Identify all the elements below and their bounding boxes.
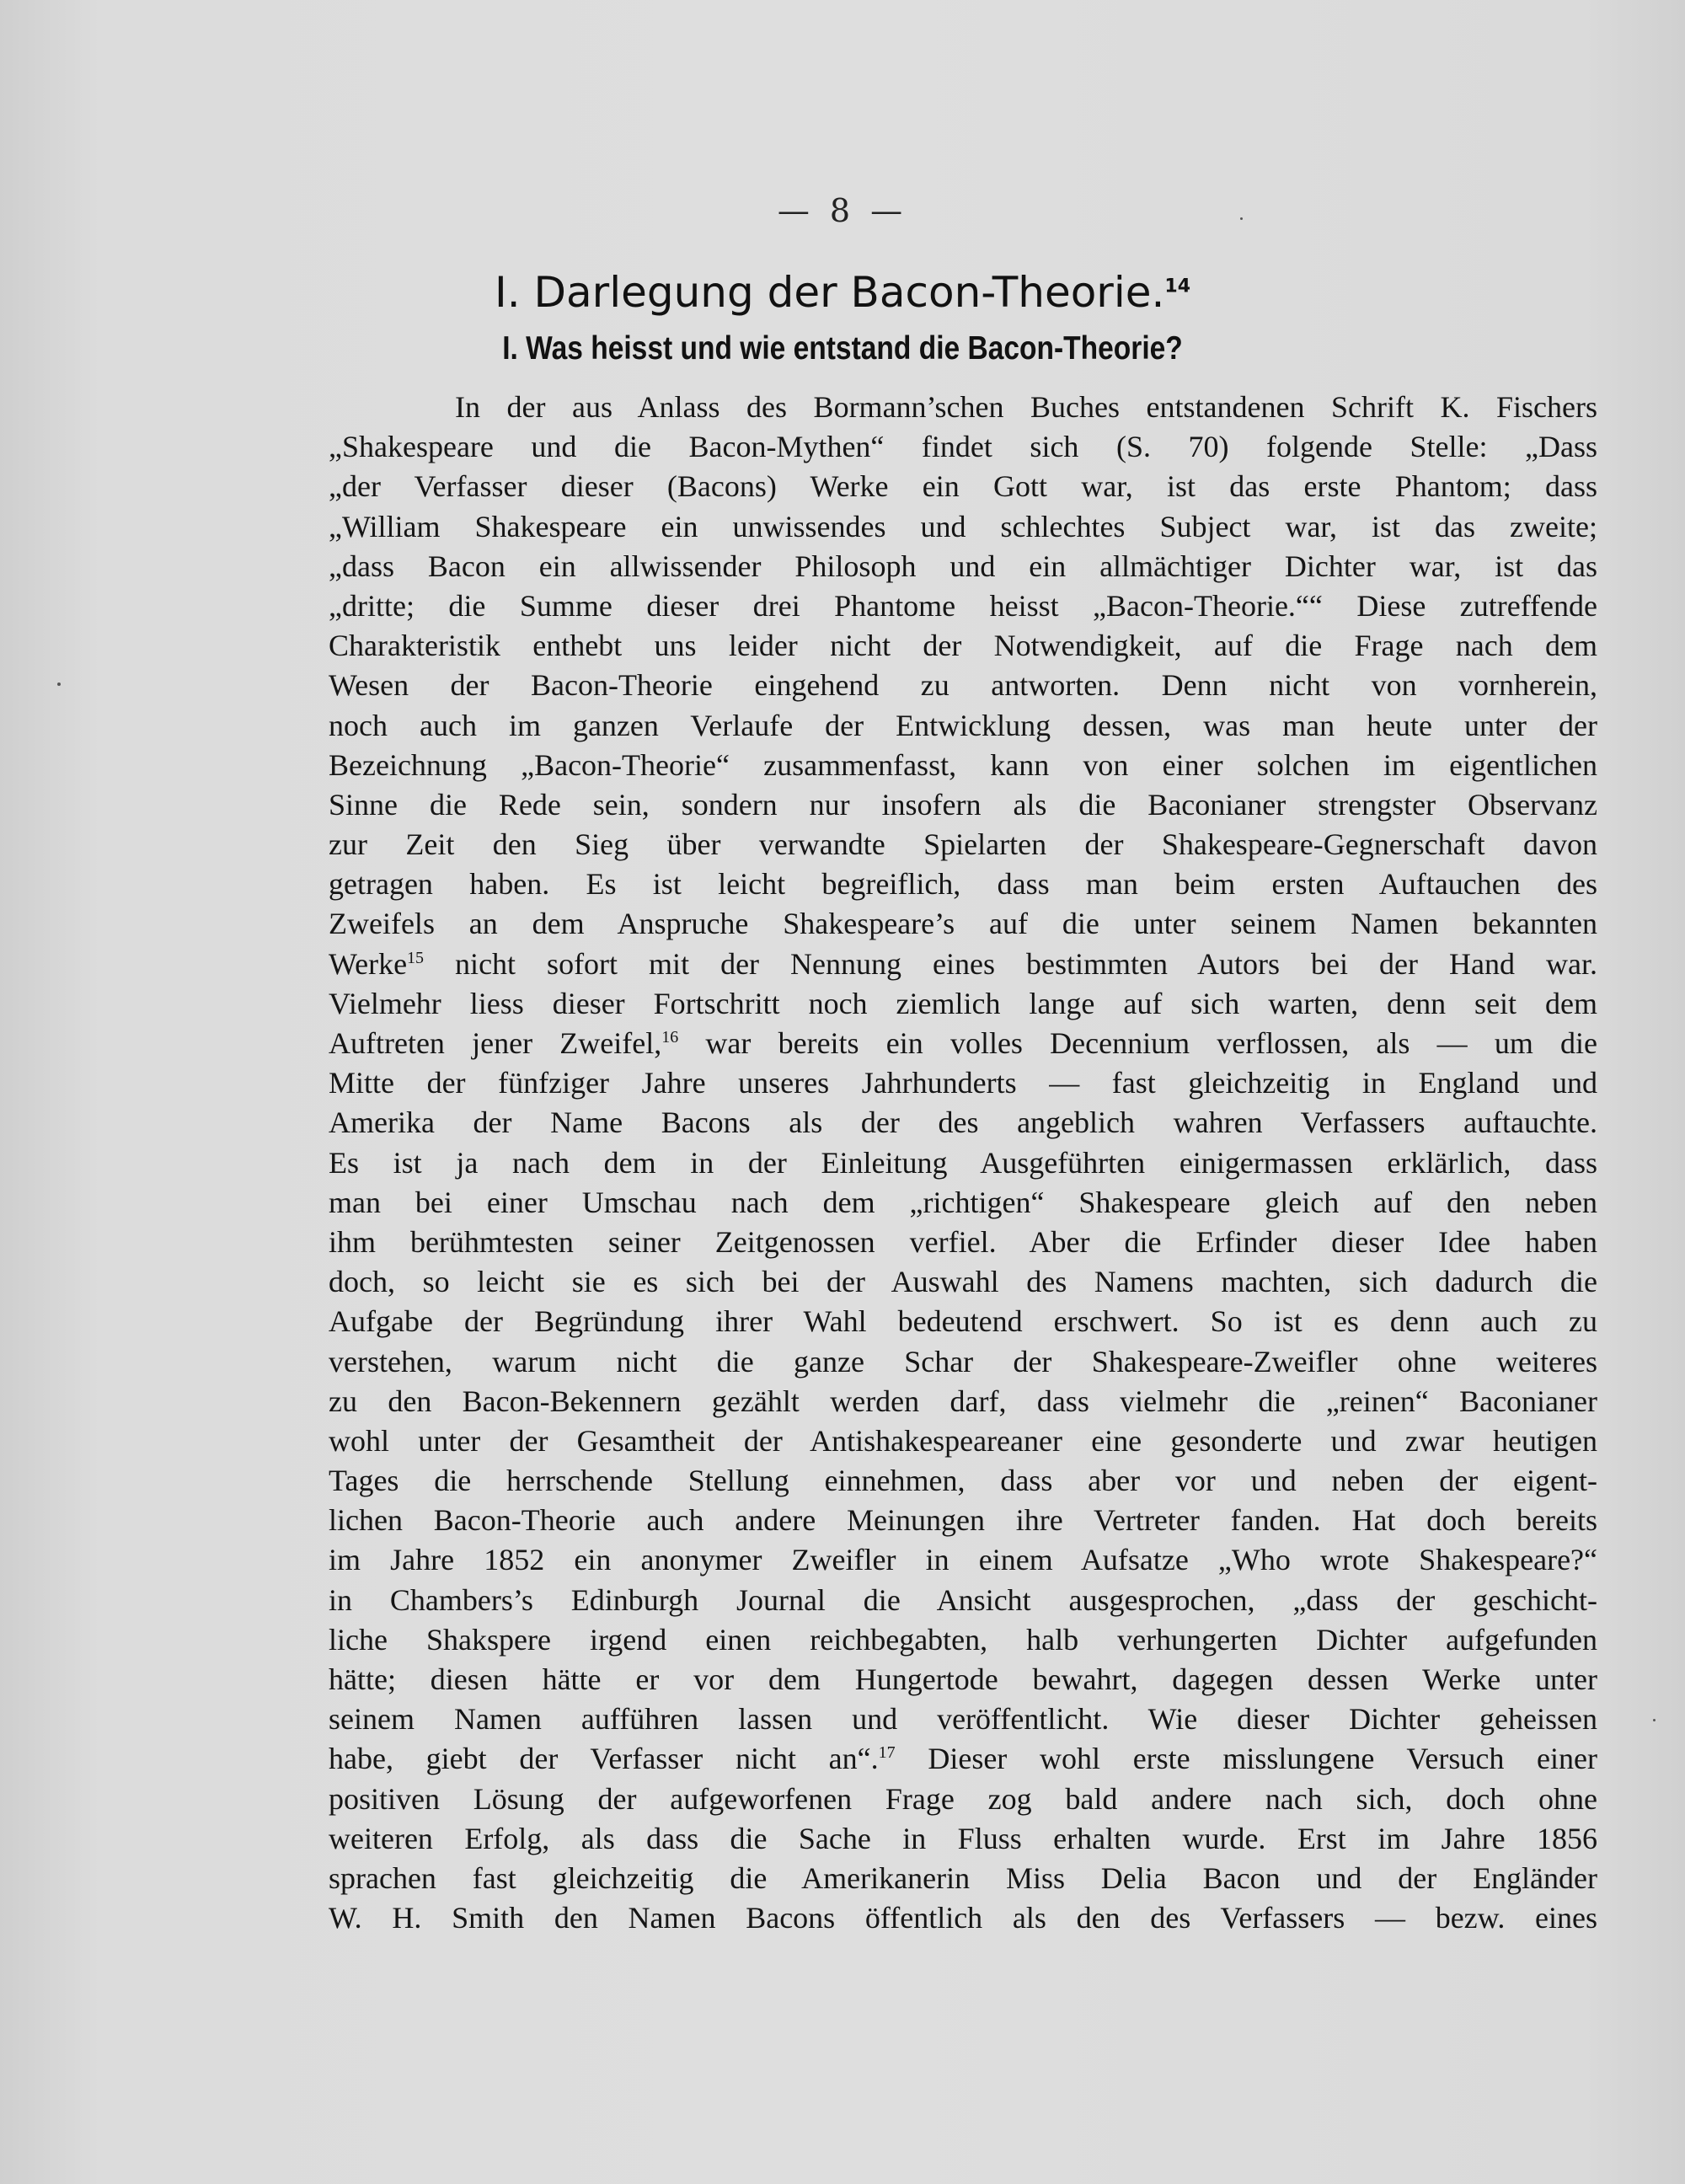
text-line <box>329 467 1597 506</box>
text-line <box>329 388 1597 427</box>
print-speck <box>57 682 61 686</box>
text-line <box>329 1461 1597 1501</box>
text-line <box>329 706 1597 746</box>
chapter-title-text: I. Darlegung der Bacon-Theorie. <box>494 268 1165 317</box>
text-line-continuation: Dieser wohl erste misslungene Versuch einer <box>895 1742 1598 1776</box>
text-line-content: ihm berühmtesten seiner Zeitgenossen verfiel. Aber die Erfinder dieser Idee haben <box>329 1224 1597 1259</box>
text-line-content: lichen Bacon-Theorie auch andere Meinungen ihre Vertreter fanden. Hat doch bereits <box>329 1503 1597 1538</box>
text-line-content: „dritte; die Summe dieser drei Phantome heisst „Bacon-Theorie.““ Diese zutreffende <box>329 588 1597 623</box>
text-line <box>329 825 1597 864</box>
text-line-content: „Shakespeare und die Bacon-Mythen“ findet sich (S. 70) folgende Stelle: „Dass <box>329 430 1597 464</box>
text-line <box>329 1581 1597 1620</box>
text-line <box>329 1103 1597 1143</box>
text-line <box>329 1780 1597 1819</box>
text-line <box>329 1342 1597 1382</box>
text-line-content: weiteren Erfolg, als dass die Sache in Fluss erhalten wurde. Erst im Jahre 1856 <box>329 1821 1597 1855</box>
body-paragraph <box>329 388 1597 1938</box>
text-line <box>329 507 1597 547</box>
text-line-content: im Jahre 1852 ein anonymer Zweifler in einem Aufsatze „Who wrote Shakespeare?“ <box>329 1543 1597 1577</box>
text-line <box>329 1024 1597 1063</box>
text-line <box>329 1898 1597 1938</box>
text-line <box>329 984 1597 1024</box>
page-number: — 8 — <box>777 192 908 229</box>
text-line-content: Mitte der fünfziger Jahre unseres Jahrhunderts — fast gleichzeitig in England und <box>329 1066 1597 1100</box>
text-line <box>329 547 1597 586</box>
text-line <box>329 1739 1597 1779</box>
text-line <box>329 945 1597 984</box>
text-line-content: Wesen der Bacon-Theorie eingehend zu antworten. Denn nicht von vornherein, <box>329 668 1597 703</box>
text-line <box>329 864 1597 904</box>
text-line-content: in Chambers’s Edinburgh Journal die Ansicht ausgesprochen, „dass der geschicht- <box>329 1582 1597 1617</box>
text-line <box>329 427 1597 467</box>
text-line <box>329 1382 1597 1421</box>
text-line-content: Amerika der Name Bacons als der des angeblich wahren Verfassers auftauchte. <box>329 1105 1597 1140</box>
text-line-content: Werke <box>329 946 408 981</box>
text-line <box>329 1262 1597 1302</box>
text-line-content: getragen haben. Es ist leicht begreiflich, dass man beim ersten Auftauchen des <box>329 867 1597 902</box>
text-line <box>329 1859 1597 1898</box>
chapter-title <box>0 268 1685 317</box>
text-line-content: „William Shakespeare ein unwissendes und schlechtes Subject war, ist das zweite; <box>329 509 1597 543</box>
chapter-footnote-marker: 14 <box>1164 276 1191 297</box>
text-line <box>329 1620 1597 1660</box>
footnote-marker: 16 <box>661 1028 679 1046</box>
text-line-continuation: war bereits ein volles Decennium verflossen, als — um die <box>678 1026 1598 1060</box>
text-line <box>329 1143 1597 1183</box>
text-line-content: habe, giebt der Verfasser nicht an“. <box>329 1742 879 1776</box>
text-line-content: Zweifels an dem Anspruche Shakespeare’s auf die unter seinem Namen bekannten <box>329 907 1597 941</box>
text-line <box>329 1302 1597 1341</box>
print-speck <box>1240 217 1243 220</box>
text-line-content: hätte; diesen hätte er vor dem Hungertode bewahrt, dagegen dessen Werke unter <box>329 1662 1597 1696</box>
text-line <box>329 1501 1597 1540</box>
text-line-continuation: nicht sofort mit der Nennung eines bestimmten Autors bei der Hand war. <box>424 946 1597 981</box>
text-line <box>329 1660 1597 1700</box>
text-line-content: Sinne die Rede sein, sondern nur insofern als die Baconianer strengster Observanz <box>329 787 1597 822</box>
text-line <box>329 586 1597 626</box>
text-line <box>329 1063 1597 1103</box>
section-title: I. Was heisst und wie entstand die Bacon-Theorie? <box>502 330 1183 367</box>
text-line <box>329 785 1597 825</box>
text-line-content: In der aus Anlass des Bormann’schen Buches entstandenen Schrift K. Fischers <box>455 390 1597 424</box>
footnote-marker: 17 <box>878 1743 896 1763</box>
text-line-content: Auftreten jener Zweifel, <box>329 1026 662 1060</box>
text-line <box>329 1819 1597 1859</box>
text-line-content: zur Zeit den Sieg über verwandte Spielarten der Shakespeare-Gegnerschaft davon <box>329 827 1597 862</box>
text-line <box>329 1421 1597 1461</box>
text-line-content: Bezeichnung „Bacon-Theorie“ zusammenfasst, kann von einer solchen im eigentlichen <box>329 747 1597 782</box>
text-line-content: Charakteristik enthebt uns leider nicht der Notwendigkeit, auf die Frage nach dem <box>329 629 1597 663</box>
text-line <box>329 1223 1597 1262</box>
text-line-content: sprachen fast gleichzeitig die Amerikanerin Miss Delia Bacon und der Engländer <box>329 1860 1597 1895</box>
text-line <box>329 904 1597 944</box>
text-line-content: man bei einer Umschau nach dem „richtigen“ Shakespeare gleich auf den neben <box>329 1185 1597 1219</box>
print-speck <box>1653 1719 1656 1721</box>
text-line-content: positiven Lösung der aufgeworfenen Frage zog bald andere nach sich, doch ohne <box>329 1781 1597 1816</box>
text-line-content: noch auch im ganzen Verlaufe der Entwicklung dessen, was man heute unter der <box>329 708 1597 742</box>
text-line-content: Es ist ja nach dem in der Einleitung Ausgeführten einigermassen erklärlich, dass <box>329 1145 1597 1180</box>
text-line <box>329 1540 1597 1580</box>
text-line-content: verstehen, warum nicht die ganze Schar der Shakespeare-Zweifler ohne weiteres <box>329 1344 1597 1378</box>
text-line-content: Aufgabe der Begründung ihrer Wahl bedeutend erschwert. So ist es denn auch zu <box>329 1304 1597 1339</box>
text-line-content: zu den Bacon-Bekennern gezählt werden darf, dass vielmehr die „reinen“ Baconianer <box>329 1384 1597 1418</box>
text-line <box>329 1183 1597 1223</box>
text-line-content: seinem Namen aufführen lassen und veröffentlicht. Wie dieser Dichter geheissen <box>329 1702 1597 1737</box>
text-line-content: „der Verfasser dieser (Bacons) Werke ein Gott war, ist das erste Phantom; dass <box>329 469 1597 504</box>
text-line-content: wohl unter der Gesamtheit der Antishakespeareaner eine gesonderte und zwar heutigen <box>329 1423 1597 1458</box>
text-line <box>329 626 1597 666</box>
text-line-content: „dass Bacon ein allwissender Philosoph und ein allmächtiger Dichter war, ist das <box>329 549 1597 583</box>
text-line <box>329 666 1597 705</box>
text-line-content: doch, so leicht sie es sich bei der Auswahl des Namens machten, sich dadurch die <box>329 1265 1597 1299</box>
text-line <box>329 1700 1597 1739</box>
text-line-content: Vielmehr liess dieser Fortschritt noch ziemlich lange auf sich warten, denn seit dem <box>329 986 1597 1020</box>
text-line <box>329 746 1597 785</box>
footnote-marker: 15 <box>407 948 425 967</box>
text-line-content: W. H. Smith den Namen Bacons öffentlich als den des Verfassers — bezw. eines <box>329 1901 1597 1935</box>
text-line-content: liche Shakspere irgend einen reichbegabten, halb verhungerten Dichter aufgefunden <box>329 1622 1597 1657</box>
text-line-content: Tages die herrschende Stellung einnehmen, dass aber vor und neben der eigent- <box>329 1464 1597 1498</box>
